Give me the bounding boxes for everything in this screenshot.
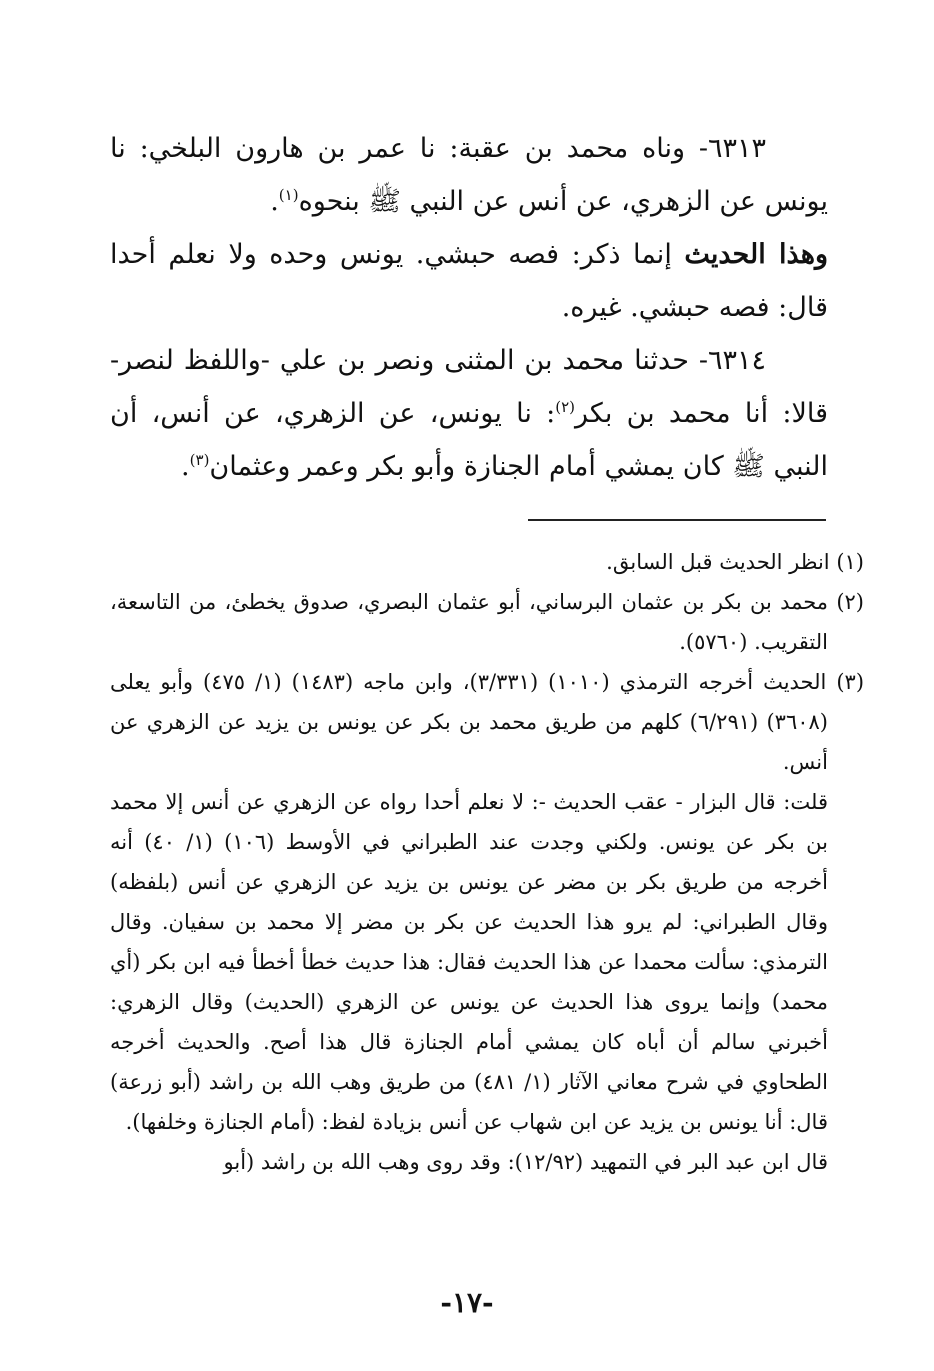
hadith-6313-text: ٦٣١٣- وناه محمد بن عقبة: نا عمر بن هارون البلخي: نا يونس عن الزهري، عن أنس عن النبي ﷺ بنحوه: [110, 133, 828, 217]
footnote-3-last-line: قال ابن عبد البر في التمهيد (١٢/٩٢): وقد روى وهب الله بن راشد (أبو: [223, 1150, 828, 1174]
footnote-ref-2: (٢): [555, 398, 576, 416]
comment-paragraph: [110, 228, 828, 334]
hadith-6314-end: .: [181, 451, 190, 482]
footnote-3-note: قلت: قال البزار - عقب الحديث -: لا نعلم أحدا رواه عن الزهري عن أنس إلا محمد بن بكر عن يونس. ولكني وجدت عند الطبراني في الأوسط (١٠٦) (١/ ٤٠) أنه أخرجه من طريق بكر بن مضر عن يونس بن يزيد عن الزهري عن أنس (بلفظه) وقال الطبراني: لم يرو هذا الحديث عن بكر بن مضر إلا محمد بن سفيان. وقال الترمذي: سألت محمدا عن هذا الحديث فقال: هذا حديث خطأ أخطأ فيه ابن بكر (أي محمد) وإنما يروى هذا الحديث عن يونس عن الزهري (الحديث) وقال الزهري: أخبرني سالم أن أباه كان يمشي أمام الجنازة قال هذا أصح. والحديث أخرجه الطحاوي في شرح معاني الآثار (١/ ٤٨١) من طريق وهب الله بن راشد (أبو زرعة) قال: أنا يونس بن يزيد عن ابن شهاب عن أنس بزيادة لفظ: (أمام الجنازة وخلفها).: [110, 790, 828, 1134]
hadith-6314-text-a: ٦٣١٤- حدثنا محمد بن المثنى ونصر بن علي -واللفظ لنصر- قالا: أنا محمد بن بكر: [110, 345, 829, 429]
hadith-6314: [110, 334, 828, 493]
footnote-ref-3: (٣): [189, 451, 210, 469]
comment-rest: إنما ذكر: فصه حبشي. يونس وحده ولا نعلم أحدا قال: فصه حبشي. غيره.: [110, 239, 828, 323]
footnote-3: (٣) الحديث أخرجه الترمذي (١٠١٠) (٣/٣٣١)، وابن ماجه (١٤٨٣) (١/ ٤٧٥) وأبو يعلى (٣٦٠٨) (٦/٢٩١) كلهم من طريق محمد بن بكر عن يونس بن يزيد عن الزهري عن أنس.: [110, 670, 865, 774]
comment-bold: وهذا الحديث: [684, 239, 828, 270]
footnote-divider: [528, 519, 826, 521]
footnotes: [110, 542, 865, 1182]
hadith-6313-end: .: [270, 186, 279, 217]
page-number: -١٧-: [440, 1286, 494, 1319]
main-text: [110, 122, 828, 493]
hadith-6314-text-b: : نا يونس، عن الزهري، عن أنس، أن النبي ﷺ كان يمشي أمام الجنازة وأبو بكر وعمر وعثمان: [110, 398, 828, 482]
footnote-1: (١) انظر الحديث قبل السابق.: [606, 550, 864, 574]
footnote-2: (٢) محمد بن بكر بن عثمان البرساني، أبو عثمان البصري، صدوق يخطئ، من التاسعة، التقريب. (٥٧٦٠).: [110, 590, 864, 654]
hadith-6313: [110, 122, 828, 228]
footnote-ref-1: (١): [278, 186, 299, 204]
